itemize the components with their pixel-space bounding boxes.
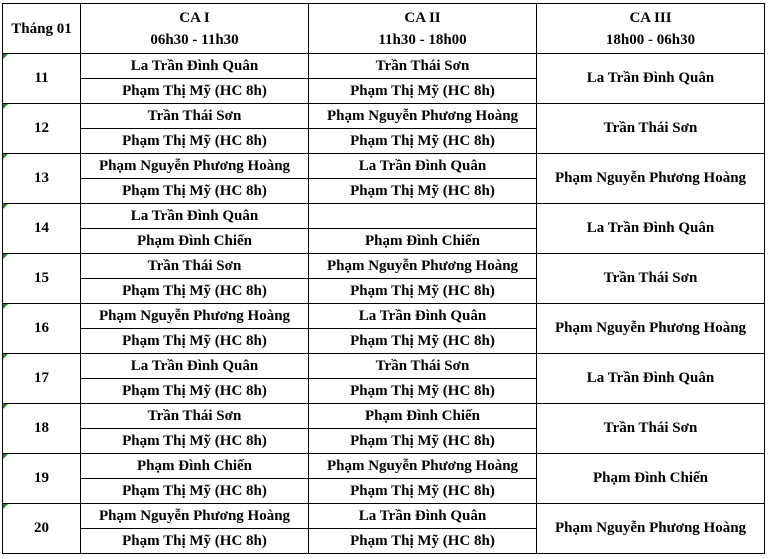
day-cell[interactable]: 14 [3, 204, 81, 254]
day-cell[interactable]: 11 [3, 54, 81, 104]
ca2-secondary-cell[interactable]: Phạm Đình Chiến [309, 229, 537, 254]
day-cell[interactable]: 13 [3, 154, 81, 204]
ca1-primary-cell[interactable]: Trần Thái Sơn [81, 104, 309, 129]
ca1-primary-cell[interactable]: Phạm Nguyễn Phương Hoàng [81, 154, 309, 179]
ca2-primary-cell[interactable]: Phạm Nguyễn Phương Hoàng [309, 454, 537, 479]
ca1-secondary-cell[interactable]: Phạm Thị Mỹ (HC 8h) [81, 379, 309, 404]
shift-hours: 06h30 - 11h30 [150, 31, 239, 48]
shift-name: CA II [404, 9, 441, 26]
day-row [3, 404, 765, 429]
ca3-cell[interactable]: La Trần Đình Quân [537, 354, 765, 404]
day-row [3, 504, 765, 529]
ca1-secondary-cell[interactable]: Phạm Thị Mỹ (HC 8h) [81, 479, 309, 504]
ca1-primary-cell[interactable]: Phạm Đình Chiến [81, 454, 309, 479]
day-row [3, 454, 765, 479]
ca3-cell[interactable]: Trần Thái Sơn [537, 404, 765, 454]
ca1-primary-cell[interactable]: Phạm Nguyễn Phương Hoàng [81, 304, 309, 329]
day-row [3, 304, 765, 329]
day-cell[interactable]: 18 [3, 404, 81, 454]
shift-roster-table [2, 3, 765, 554]
ca2-secondary-cell[interactable]: Phạm Thị Mỹ (HC 8h) [309, 179, 537, 204]
month-header: Tháng 01 [3, 4, 81, 54]
ca3-cell[interactable]: Phạm Nguyễn Phương Hoàng [537, 304, 765, 354]
ca3-cell[interactable]: Trần Thái Sơn [537, 254, 765, 304]
ca1-primary-cell[interactable]: Trần Thái Sơn [81, 404, 309, 429]
ca3-cell[interactable]: Trần Thái Sơn [537, 104, 765, 154]
day-row [3, 104, 765, 129]
ca1-secondary-cell[interactable]: Phạm Thị Mỹ (HC 8h) [81, 129, 309, 154]
day-row [3, 204, 765, 229]
ca2-primary-cell[interactable]: Trần Thái Sơn [309, 54, 537, 79]
ca2-secondary-cell[interactable]: Phạm Thị Mỹ (HC 8h) [309, 279, 537, 304]
ca1-primary-cell[interactable]: Trần Thái Sơn [81, 254, 309, 279]
day-row [3, 54, 765, 79]
ca1-primary-cell[interactable]: La Trần Đình Quân [81, 54, 309, 79]
day-cell[interactable]: 15 [3, 254, 81, 304]
ca1-primary-cell[interactable]: Phạm Nguyễn Phương Hoàng [81, 504, 309, 529]
ca2-secondary-cell[interactable]: Phạm Thị Mỹ (HC 8h) [309, 129, 537, 154]
ca3-cell[interactable]: La Trần Đình Quân [537, 204, 765, 254]
ca2-secondary-cell[interactable]: Phạm Thị Mỹ (HC 8h) [309, 329, 537, 354]
ca2-primary-cell[interactable]: La Trần Đình Quân [309, 304, 537, 329]
ca3-cell[interactable]: Phạm Đình Chiến [537, 454, 765, 504]
shift-header-2 [309, 4, 537, 54]
ca1-secondary-cell[interactable]: Phạm Thị Mỹ (HC 8h) [81, 79, 309, 104]
ca1-secondary-cell[interactable]: Phạm Thị Mỹ (HC 8h) [81, 179, 309, 204]
ca2-primary-cell[interactable]: La Trần Đình Quân [309, 504, 537, 529]
ca3-cell[interactable]: Phạm Nguyễn Phương Hoàng [537, 504, 765, 554]
ca1-primary-cell[interactable]: La Trần Đình Quân [81, 204, 309, 229]
ca2-secondary-cell[interactable]: Phạm Thị Mỹ (HC 8h) [309, 529, 537, 554]
ca2-primary-cell[interactable] [309, 204, 537, 229]
ca2-primary-cell[interactable]: Trần Thái Sơn [309, 354, 537, 379]
ca2-secondary-cell[interactable]: Phạm Thị Mỹ (HC 8h) [309, 429, 537, 454]
ca3-cell[interactable]: Phạm Nguyễn Phương Hoàng [537, 154, 765, 204]
shift-hours: 11h30 - 18h00 [378, 31, 467, 48]
ca2-secondary-cell[interactable]: Phạm Thị Mỹ (HC 8h) [309, 79, 537, 104]
day-row [3, 154, 765, 179]
day-row [3, 354, 765, 379]
header-row [3, 4, 765, 54]
shift-hours: 18h00 - 06h30 [605, 31, 696, 48]
ca3-cell[interactable]: La Trần Đình Quân [537, 54, 765, 104]
ca2-secondary-cell[interactable]: Phạm Thị Mỹ (HC 8h) [309, 379, 537, 404]
day-row [3, 254, 765, 279]
ca1-secondary-cell[interactable]: Phạm Thị Mỹ (HC 8h) [81, 329, 309, 354]
ca1-secondary-cell[interactable]: Phạm Thị Mỹ (HC 8h) [81, 279, 309, 304]
shift-name: CA I [179, 9, 210, 26]
day-cell[interactable]: 20 [3, 504, 81, 554]
day-cell[interactable]: 17 [3, 354, 81, 404]
ca2-primary-cell[interactable]: Phạm Nguyễn Phương Hoàng [309, 254, 537, 279]
ca1-secondary-cell[interactable]: Phạm Thị Mỹ (HC 8h) [81, 429, 309, 454]
ca2-primary-cell[interactable]: La Trần Đình Quân [309, 154, 537, 179]
ca1-primary-cell[interactable]: La Trần Đình Quân [81, 354, 309, 379]
day-cell[interactable]: 16 [3, 304, 81, 354]
ca1-secondary-cell[interactable]: Phạm Thị Mỹ (HC 8h) [81, 529, 309, 554]
shift-header-3 [537, 4, 765, 54]
shift-name: CA III [629, 9, 672, 26]
ca2-primary-cell[interactable]: Phạm Nguyễn Phương Hoàng [309, 104, 537, 129]
day-cell[interactable]: 19 [3, 454, 81, 504]
ca1-secondary-cell[interactable]: Phạm Đình Chiến [81, 229, 309, 254]
shift-header-1 [81, 4, 309, 54]
ca2-secondary-cell[interactable]: Phạm Thị Mỹ (HC 8h) [309, 479, 537, 504]
day-cell[interactable]: 12 [3, 104, 81, 154]
ca2-primary-cell[interactable]: Phạm Đình Chiến [309, 404, 537, 429]
